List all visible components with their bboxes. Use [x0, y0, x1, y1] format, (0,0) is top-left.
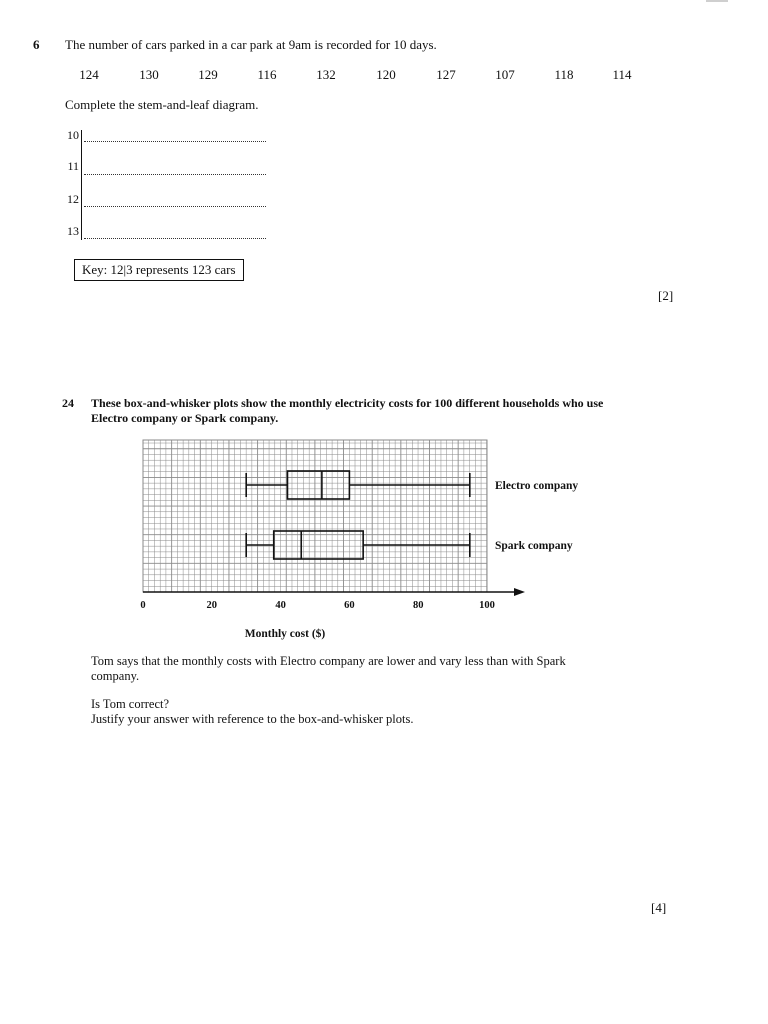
chart-labels — [495, 480, 578, 552]
x-tick-label: 60 — [344, 600, 355, 611]
data-value: 118 — [554, 67, 574, 82]
question-24-number: 24 — [62, 396, 74, 410]
stem-label: 12 — [67, 192, 79, 206]
question-24-instruction: Justify your answer with reference to the box-and-whisker plots. — [91, 712, 414, 726]
x-tick-label: 20 — [206, 600, 218, 611]
question-6-number: 6 — [33, 37, 40, 52]
stem-and-leaf-diagram — [46, 126, 276, 242]
x-tick-label: 80 — [412, 600, 424, 611]
data-value: 120 — [376, 67, 396, 82]
stem-label: 11 — [67, 159, 79, 173]
data-value: 129 — [198, 67, 218, 82]
stem-label: 10 — [67, 128, 79, 142]
data-value: 124 — [79, 67, 99, 82]
data-value: 130 — [139, 67, 159, 82]
data-value: 114 — [612, 67, 632, 82]
x-tick-label: 40 — [275, 600, 286, 611]
x-axis-arrow — [514, 588, 525, 596]
stem-label: 13 — [67, 224, 79, 238]
question-24-intro-line-1: These box-and-whisker plots show the monthly electricity costs for 100 different households who use — [91, 396, 604, 410]
data-value: 127 — [436, 67, 456, 82]
x-tick-label: 0 — [140, 600, 146, 611]
question-24-intro-line-2: Electro company or Spark company. — [91, 411, 279, 425]
question-24-marks: [4] — [651, 900, 667, 915]
leaf-answer-line[interactable] — [84, 141, 266, 142]
question-6-intro: The number of cars parked in a car park at 9am is recorded for 10 days. — [65, 37, 437, 52]
question-6-instruction: Complete the stem-and-leaf diagram. — [65, 97, 259, 112]
tom-statement-line-1: Tom says that the monthly costs with Electro company are lower and vary less than with Spark — [91, 654, 566, 668]
data-value: 116 — [257, 67, 277, 82]
data-value: 132 — [316, 67, 336, 82]
question-24-prompt — [91, 697, 681, 727]
question-6-marks: [2] — [658, 288, 674, 303]
box-and-whisker-chart — [130, 432, 610, 646]
series-label: Spark company — [495, 540, 573, 552]
data-value: 107 — [495, 67, 515, 82]
question-24-intro — [91, 396, 681, 426]
tom-statement-line-2: company. — [91, 669, 140, 683]
chart-axis — [140, 588, 525, 640]
leaf-answer-line[interactable] — [84, 238, 266, 239]
stem-leaf-key: Key: 12|3 represents 123 cars — [74, 259, 244, 281]
tom-statement — [91, 654, 681, 684]
question-24-question: Is Tom correct? — [91, 697, 170, 711]
leaf-answer-line[interactable] — [84, 206, 266, 207]
x-axis-title: Monthly cost ($) — [244, 628, 326, 640]
stem-divider-line — [81, 130, 82, 240]
series-label: Electro company — [495, 480, 579, 492]
x-tick-label: 100 — [479, 600, 495, 611]
chart-grid — [143, 440, 487, 592]
leaf-answer-line[interactable] — [84, 174, 266, 175]
corner-mark — [706, 0, 728, 2]
